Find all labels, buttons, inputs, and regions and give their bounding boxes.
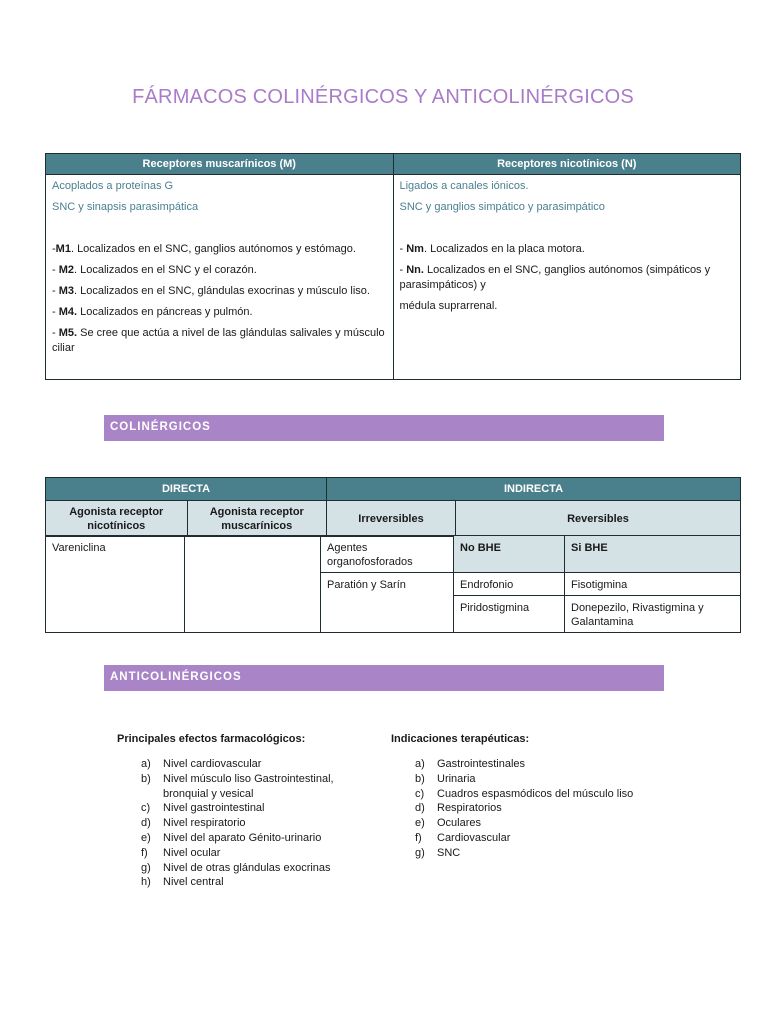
header-reversibles: Reversibles xyxy=(456,501,741,537)
list-item: c) Nivel gastrointestinal xyxy=(141,802,265,815)
cell-muscarinicos xyxy=(185,536,321,633)
header-indirecta: INDIRECTA xyxy=(327,478,741,501)
header-agonista-nicotinicos: Agonista receptor nicotínicos xyxy=(46,501,188,537)
receptor-item: - Nn. Localizados en el SNC, ganglios autónomos (simpáticos y parasimpáticos) y xyxy=(399,264,711,291)
receptor-item: - M3. Localizados en el SNC, glándulas exocrinas y músculo liso. xyxy=(52,285,370,297)
muscarinic-cell xyxy=(46,175,394,380)
muscarinic-intro: Acoplados a proteínas G xyxy=(52,180,174,192)
nicotinic-header: Receptores nicotínicos (N) xyxy=(393,154,741,175)
list-item: g) SNC xyxy=(415,846,461,859)
header-no-bhe: No BHE xyxy=(454,536,565,573)
list-item: a) Gastrointestinales xyxy=(415,758,526,770)
nicotinic-intro: SNC y ganglios simpático y parasimpático xyxy=(399,201,605,213)
nicotinic-intro: Ligados a canales iónicos. xyxy=(399,180,529,192)
efectos-list xyxy=(117,757,377,890)
indicaciones-list xyxy=(391,757,691,861)
section-band-anticolinergicos: ANTICOLINÉRGICOS xyxy=(104,665,664,691)
list-item: c) Cuadros espasmódicos del músculo liso xyxy=(415,787,634,800)
receptor-item: - Nm. Localizados en la placa motora. xyxy=(399,243,585,255)
cell-no-bhe: Endrofonio xyxy=(454,573,565,596)
section-band-colinergicos: COLINÉRGICOS xyxy=(104,415,664,441)
nicotinic-cell xyxy=(393,175,741,380)
muscarinic-header: Receptores muscarínicos (M) xyxy=(46,154,394,175)
receptors-table xyxy=(45,153,741,380)
header-directa: DIRECTA xyxy=(46,478,327,501)
efectos-column xyxy=(117,733,377,890)
list-item: d) Respiratorios xyxy=(415,802,502,815)
list-item: e) Oculares xyxy=(415,817,482,830)
header-irreversibles: Irreversibles xyxy=(327,501,456,537)
colinergicos-table xyxy=(45,477,741,537)
cell-irreversible: Paratión y Sarín xyxy=(321,573,454,633)
receptor-item: -M1. Localizados en el SNC, ganglios autónomos y estómago. xyxy=(52,243,356,255)
cell-si-bhe: Donepezilo, Rivastigmina y Galantamina xyxy=(565,596,741,633)
list-item: f) Nivel ocular xyxy=(141,846,221,859)
colinergicos-table-body xyxy=(45,535,741,633)
list-item: g) Nivel de otras glándulas exocrinas xyxy=(141,861,331,874)
list-item: e) Nivel del aparato Génito-urinario xyxy=(141,831,322,844)
list-item: d) Nivel respiratorio xyxy=(141,817,246,830)
cell-vareniclina: Vareniclina xyxy=(46,536,185,633)
indicaciones-heading: Indicaciones terapéuticas: xyxy=(391,733,530,745)
cell-irreversible: Agentes organofosforados xyxy=(321,536,454,573)
receptor-item: - M2. Localizados en el SNC y el corazón. xyxy=(52,264,257,276)
receptor-item-tail: médula suprarrenal. xyxy=(399,300,498,312)
page-title: FÁRMACOS COLINÉRGICOS Y ANTICOLINÉRGICOS xyxy=(132,86,634,108)
list-item: h) Nivel central xyxy=(141,876,224,889)
receptor-item: - M4. Localizados en páncreas y pulmón. xyxy=(52,306,253,318)
list-item: a) Nivel cardiovascular xyxy=(141,758,262,770)
list-item: b) Urinaria xyxy=(415,772,476,785)
efectos-heading: Principales efectos farmacológicos: xyxy=(117,733,306,745)
list-item: f) Cardiovascular xyxy=(415,831,511,844)
header-si-bhe: Si BHE xyxy=(565,536,741,573)
cell-no-bhe: Piridostigmina xyxy=(454,596,565,633)
receptor-item: - M5. Se cree que actúa a nivel de las glándulas salivales y músculo ciliar xyxy=(52,327,385,354)
header-agonista-muscarinicos: Agonista receptor muscarínicos xyxy=(187,501,326,537)
indicaciones-column xyxy=(391,733,691,861)
cell-si-bhe: Fisotigmina xyxy=(565,573,741,596)
list-item: b) Nivel músculo liso Gastrointestinal, bronquial y vesical xyxy=(141,772,334,800)
muscarinic-intro: SNC y sinapsis parasimpática xyxy=(52,201,199,213)
